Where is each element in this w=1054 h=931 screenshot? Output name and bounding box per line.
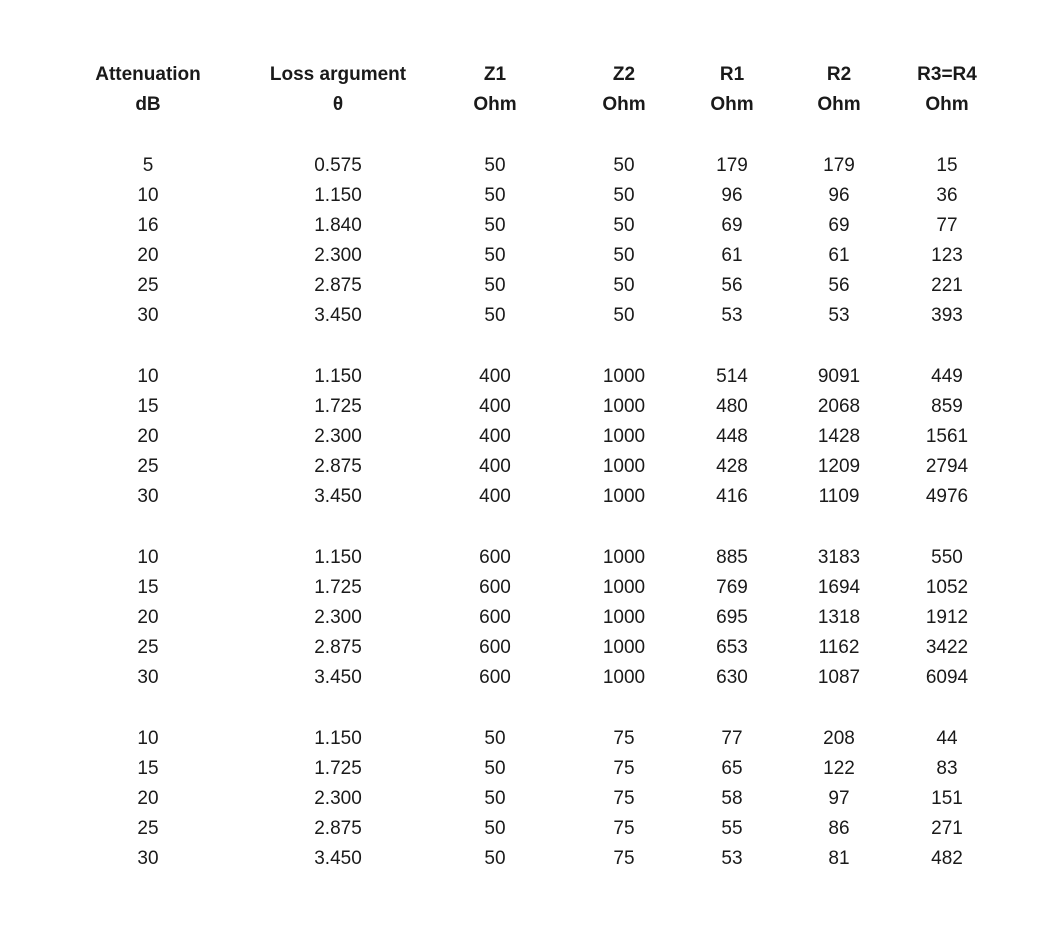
- cell-r1: 179: [716, 155, 748, 176]
- cell-r1: 653: [716, 637, 748, 658]
- cell-loss-argument: 2.300: [314, 788, 362, 809]
- cell-r2: 1318: [817, 607, 861, 628]
- cell-r2: 3183: [817, 547, 861, 568]
- table-row: [0, 663, 1054, 693]
- cell-r1: 69: [721, 215, 743, 236]
- cell-r3-r4: 36: [936, 185, 958, 206]
- cell-r2: 1694: [817, 577, 861, 598]
- table-row: [0, 241, 1054, 271]
- cell-r1: 56: [721, 275, 743, 296]
- cell-z1: 50: [484, 758, 506, 779]
- cell-z2: 75: [613, 728, 635, 749]
- cell-z2: 1000: [602, 607, 646, 628]
- cell-r2: 179: [823, 155, 855, 176]
- cell-attenuation: 15: [137, 577, 159, 598]
- cell-loss-argument: 2.300: [314, 607, 362, 628]
- cell-z1: 50: [484, 215, 506, 236]
- cell-z1: 50: [484, 728, 506, 749]
- cell-r2: 1109: [818, 486, 860, 507]
- cell-r2: 96: [828, 185, 850, 206]
- cell-r1: 695: [716, 607, 748, 628]
- cell-loss-argument: 2.300: [314, 245, 362, 266]
- table-row: [0, 452, 1054, 482]
- cell-loss-argument: 1.725: [314, 396, 362, 417]
- cell-loss-argument: 1.840: [314, 215, 362, 236]
- cell-z2: 1000: [602, 547, 646, 568]
- cell-loss-argument: 3.450: [314, 486, 362, 507]
- cell-r3-r4: 15: [936, 155, 958, 176]
- cell-r2: 56: [828, 275, 850, 296]
- cell-attenuation: 10: [137, 366, 159, 387]
- cell-z2: 75: [613, 788, 635, 809]
- cell-z2: 50: [613, 275, 635, 296]
- cell-r3-r4: 6094: [925, 667, 969, 688]
- table-row: [0, 724, 1054, 754]
- cell-r1: 428: [716, 456, 748, 477]
- cell-attenuation: 25: [137, 275, 159, 296]
- cell-r1: 885: [716, 547, 748, 568]
- cell-r3-r4: 3422: [925, 637, 969, 658]
- cell-r2: 2068: [817, 396, 861, 417]
- cell-z1: 400: [479, 366, 511, 387]
- cell-z1: 600: [479, 667, 511, 688]
- cell-z2: 50: [613, 215, 635, 236]
- cell-r3-r4: 1561: [925, 426, 969, 447]
- table-row: [0, 754, 1054, 784]
- table-row: [0, 633, 1054, 663]
- cell-r3-r4: 482: [931, 848, 963, 869]
- table-row: [0, 844, 1054, 874]
- cell-loss-argument: 0.575: [314, 155, 362, 176]
- cell-loss-argument: 1.725: [314, 577, 362, 598]
- cell-z2: 1000: [602, 396, 646, 417]
- cell-attenuation: 30: [137, 667, 159, 688]
- cell-attenuation: 30: [137, 848, 159, 869]
- cell-attenuation: 25: [137, 456, 159, 477]
- header-z2: Ohm: [602, 94, 646, 115]
- cell-attenuation: 16: [137, 215, 159, 236]
- cell-r1: 53: [721, 848, 743, 869]
- cell-z2: 1000: [602, 426, 646, 447]
- table-row: [0, 392, 1054, 422]
- cell-r2: 61: [828, 245, 850, 266]
- cell-loss-argument: 2.875: [314, 637, 362, 658]
- cell-r2: 208: [823, 728, 855, 749]
- header-z1: Ohm: [473, 94, 517, 115]
- table-row: [0, 301, 1054, 331]
- header-attenuation: Attenuation: [95, 64, 201, 85]
- table-row: [0, 543, 1054, 573]
- cell-z2: 50: [613, 155, 635, 176]
- table-row: [0, 603, 1054, 633]
- cell-z2: 50: [613, 245, 635, 266]
- cell-z2: 1000: [602, 486, 646, 507]
- cell-r1: 96: [721, 185, 743, 206]
- cell-r3-r4: 44: [936, 728, 958, 749]
- header-z1: Z1: [483, 64, 507, 85]
- cell-loss-argument: 1.150: [314, 728, 362, 749]
- cell-attenuation: 15: [137, 396, 159, 417]
- cell-loss-argument: 2.875: [314, 275, 362, 296]
- table-row: [0, 784, 1054, 814]
- cell-attenuation: 20: [137, 245, 159, 266]
- cell-z2: 1000: [602, 667, 646, 688]
- cell-attenuation: 20: [137, 788, 159, 809]
- header-attenuation: dB: [135, 94, 161, 115]
- header-row: [0, 60, 1054, 90]
- header-loss-argument: θ: [332, 94, 344, 115]
- cell-r2: 1428: [817, 426, 861, 447]
- cell-r2: 1087: [817, 667, 861, 688]
- cell-r1: 416: [716, 486, 748, 507]
- cell-z1: 50: [484, 155, 506, 176]
- cell-r3-r4: 271: [931, 818, 963, 839]
- table-row: [0, 151, 1054, 181]
- cell-attenuation: 25: [137, 637, 159, 658]
- cell-attenuation: 10: [137, 185, 159, 206]
- table-row: [0, 181, 1054, 211]
- cell-z2: 1000: [602, 456, 646, 477]
- cell-z1: 50: [484, 848, 506, 869]
- cell-z2: 75: [613, 818, 635, 839]
- cell-r2: 1162: [818, 637, 860, 658]
- header-loss-argument: Loss argument: [269, 64, 407, 85]
- header-r2: R2: [826, 64, 852, 85]
- cell-r3-r4: 77: [936, 215, 958, 236]
- cell-loss-argument: 1.150: [314, 366, 362, 387]
- cell-attenuation: 30: [137, 486, 159, 507]
- cell-attenuation: 20: [137, 426, 159, 447]
- cell-r1: 769: [716, 577, 748, 598]
- cell-r1: 58: [721, 788, 743, 809]
- cell-z1: 600: [479, 577, 511, 598]
- cell-r3-r4: 123: [931, 245, 963, 266]
- cell-z1: 50: [484, 245, 506, 266]
- table-row: [0, 422, 1054, 452]
- cell-loss-argument: 1.150: [314, 185, 362, 206]
- table-row: [0, 814, 1054, 844]
- table-row: [0, 482, 1054, 512]
- cell-z2: 1000: [602, 366, 646, 387]
- cell-z2: 75: [613, 758, 635, 779]
- header-r3-r4: R3=R4: [917, 64, 977, 85]
- cell-r1: 448: [716, 426, 748, 447]
- cell-attenuation: 30: [137, 305, 159, 326]
- cell-r2: 69: [828, 215, 850, 236]
- cell-r3-r4: 83: [936, 758, 958, 779]
- cell-r2: 122: [823, 758, 855, 779]
- cell-r1: 53: [721, 305, 743, 326]
- cell-z1: 600: [479, 607, 511, 628]
- cell-r1: 480: [716, 396, 748, 417]
- table-row: [0, 362, 1054, 392]
- cell-loss-argument: 3.450: [314, 848, 362, 869]
- cell-r3-r4: 859: [931, 396, 963, 417]
- cell-r3-r4: 1052: [925, 577, 969, 598]
- cell-r3-r4: 2794: [925, 456, 969, 477]
- cell-z1: 50: [484, 818, 506, 839]
- cell-loss-argument: 2.875: [314, 818, 362, 839]
- cell-loss-argument: 2.875: [314, 456, 362, 477]
- cell-z2: 1000: [602, 577, 646, 598]
- cell-r3-r4: 449: [931, 366, 963, 387]
- cell-attenuation: 5: [142, 155, 154, 176]
- cell-z1: 400: [479, 396, 511, 417]
- table-row: [0, 211, 1054, 241]
- cell-attenuation: 15: [137, 758, 159, 779]
- cell-attenuation: 25: [137, 818, 159, 839]
- cell-r1: 630: [716, 667, 748, 688]
- header-r1: R1: [719, 64, 745, 85]
- cell-loss-argument: 3.450: [314, 667, 362, 688]
- cell-r2: 97: [828, 788, 850, 809]
- cell-r1: 55: [721, 818, 743, 839]
- cell-loss-argument: 1.725: [314, 758, 362, 779]
- cell-attenuation: 10: [137, 547, 159, 568]
- table-row: [0, 573, 1054, 603]
- cell-r3-r4: 1912: [925, 607, 969, 628]
- cell-r2: 86: [828, 818, 850, 839]
- cell-attenuation: 10: [137, 728, 159, 749]
- cell-z1: 50: [484, 305, 506, 326]
- cell-r1: 61: [721, 245, 743, 266]
- cell-r3-r4: 221: [931, 275, 963, 296]
- cell-r2: 9091: [817, 366, 861, 387]
- cell-attenuation: 20: [137, 607, 159, 628]
- table-row: [0, 271, 1054, 301]
- cell-z1: 50: [484, 788, 506, 809]
- cell-z2: 75: [613, 848, 635, 869]
- header-r2: Ohm: [817, 94, 861, 115]
- cell-r2: 81: [828, 848, 850, 869]
- header-z2: Z2: [612, 64, 636, 85]
- cell-loss-argument: 3.450: [314, 305, 362, 326]
- cell-r1: 514: [716, 366, 748, 387]
- cell-z1: 600: [479, 547, 511, 568]
- cell-z2: 1000: [602, 637, 646, 658]
- cell-z2: 50: [613, 305, 635, 326]
- cell-r2: 53: [828, 305, 850, 326]
- cell-r3-r4: 550: [931, 547, 963, 568]
- header-row: [0, 90, 1054, 120]
- cell-z1: 50: [484, 185, 506, 206]
- cell-r3-r4: 151: [931, 788, 963, 809]
- header-r3-r4: Ohm: [925, 94, 969, 115]
- cell-r3-r4: 393: [931, 305, 963, 326]
- cell-z2: 50: [613, 185, 635, 206]
- cell-z1: 400: [479, 486, 511, 507]
- cell-z1: 400: [479, 456, 511, 477]
- cell-z1: 50: [484, 275, 506, 296]
- cell-loss-argument: 2.300: [314, 426, 362, 447]
- cell-loss-argument: 1.150: [314, 547, 362, 568]
- cell-z1: 400: [479, 426, 511, 447]
- cell-z1: 600: [479, 637, 511, 658]
- cell-r3-r4: 4976: [925, 486, 969, 507]
- cell-r1: 65: [721, 758, 743, 779]
- cell-r1: 77: [721, 728, 743, 749]
- header-r1: Ohm: [710, 94, 754, 115]
- cell-r2: 1209: [817, 456, 861, 477]
